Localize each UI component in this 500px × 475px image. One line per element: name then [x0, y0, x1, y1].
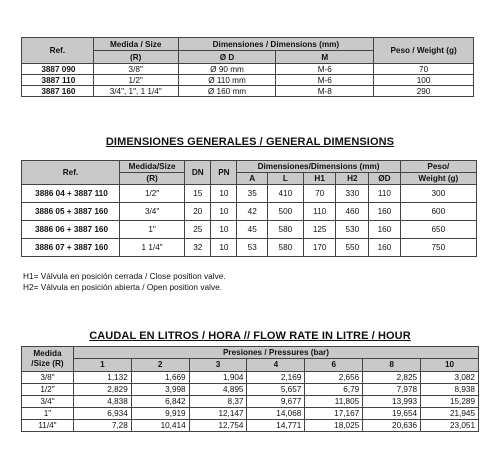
- cell-h2: 330: [336, 185, 369, 203]
- flow-rate-title: CAUDAL EN LITROS / HORA // FLOW RATE IN LITRE / HOUR: [89, 330, 411, 342]
- cell-size: 1/2": [119, 185, 184, 203]
- cell-flow: 6,934: [73, 408, 131, 420]
- cell-ref: 3887 160: [22, 86, 94, 97]
- cell-h1: 170: [303, 239, 336, 257]
- cell-ref: 3887 110: [22, 75, 94, 86]
- cell-h1: 70: [303, 185, 336, 203]
- table-row: [22, 396, 479, 408]
- cell-weight: 300: [400, 185, 476, 203]
- cell-a: 53: [237, 239, 267, 257]
- cell-d: Ø 160 mm: [178, 86, 276, 97]
- cell-size: 1/2": [22, 384, 74, 396]
- notes: [23, 271, 226, 293]
- cell-flow: 2,829: [73, 384, 131, 396]
- header-d: Ø D: [178, 51, 276, 64]
- cell-a: 35: [237, 185, 267, 203]
- table-row: [22, 372, 479, 384]
- cell-flow: 11,805: [305, 396, 363, 408]
- cell-pn: 10: [211, 221, 237, 239]
- cell-h2: 550: [336, 239, 369, 257]
- accessory-spec-table: [21, 37, 474, 97]
- cell-pn: 10: [211, 239, 237, 257]
- note-h2: H2= Válvula en posición abierta / Open position valve.: [23, 282, 223, 292]
- header-pressure-2: 2: [131, 359, 189, 372]
- table-row: [22, 420, 479, 432]
- header-pressure-1: 1: [73, 359, 131, 372]
- header-size: Medida/Size: [119, 161, 184, 173]
- header-size-r: /Size (R): [31, 359, 64, 368]
- cell-ref: 3886 06 + 3887 160: [22, 221, 120, 239]
- cell-dn: 32: [185, 239, 211, 257]
- header-pressures: Presiones / Pressures (bar): [73, 347, 478, 359]
- cell-flow: 1,132: [73, 372, 131, 384]
- cell-flow: 18,025: [305, 420, 363, 432]
- table-row: [22, 64, 474, 75]
- cell-flow: 21,945: [421, 408, 479, 420]
- cell-size: 3/8": [93, 64, 178, 75]
- header-dimensions: Dimensiones / Dimensions (mm): [178, 38, 374, 51]
- cell-flow: 1,669: [131, 372, 189, 384]
- header-weight: Peso / Weight (g): [374, 38, 474, 64]
- header-size-r: (R): [93, 51, 178, 64]
- cell-flow: 14,068: [247, 408, 305, 420]
- cell-flow: 15,289: [421, 396, 479, 408]
- cell-flow: 13,993: [363, 396, 421, 408]
- cell-flow: 2,656: [305, 372, 363, 384]
- header-ref: Ref.: [22, 161, 120, 185]
- cell-flow: 9,677: [247, 396, 305, 408]
- cell-pn: 10: [211, 203, 237, 221]
- cell-od: 110: [369, 185, 401, 203]
- cell-weight: 650: [400, 221, 476, 239]
- header-pressure-3: 3: [189, 359, 247, 372]
- cell-od: 160: [369, 203, 401, 221]
- general-dimensions-table: [21, 160, 477, 257]
- table-row: [22, 221, 477, 239]
- cell-dn: 25: [185, 221, 211, 239]
- cell-flow: 23,051: [421, 420, 479, 432]
- header-a: A: [237, 173, 267, 185]
- cell-weight: 750: [400, 239, 476, 257]
- cell-h1: 110: [303, 203, 336, 221]
- header-pn: PN: [211, 161, 237, 185]
- cell-flow: 14,771: [247, 420, 305, 432]
- header-pressure-6: 6: [305, 359, 363, 372]
- cell-ref: 3886 05 + 3887 160: [22, 203, 120, 221]
- header-size-label: Medida: [33, 349, 62, 358]
- cell-l: 500: [267, 203, 303, 221]
- header-l: L: [267, 173, 303, 185]
- cell-flow: 17,167: [305, 408, 363, 420]
- cell-flow: 9,919: [131, 408, 189, 420]
- header-dimensions: Dimensiones/Dimensions (mm): [237, 161, 400, 173]
- cell-size: 3/4": [22, 396, 74, 408]
- cell-od: 160: [369, 239, 401, 257]
- cell-flow: 6,842: [131, 396, 189, 408]
- cell-size: 1/2": [93, 75, 178, 86]
- cell-weight: 100: [374, 75, 474, 86]
- cell-flow: 7,978: [363, 384, 421, 396]
- table-row: [22, 239, 477, 257]
- cell-flow: 8,37: [189, 396, 247, 408]
- cell-m: M-6: [276, 75, 374, 86]
- cell-flow: 2,825: [363, 372, 421, 384]
- cell-size: 3/4": [119, 203, 184, 221]
- header-weight: Peso/: [400, 161, 476, 173]
- header-dn: DN: [185, 161, 211, 185]
- cell-flow: 7,28: [73, 420, 131, 432]
- cell-size: 3/4", 1", 1 1/4": [93, 86, 178, 97]
- cell-d: Ø 110 mm: [178, 75, 276, 86]
- flow-rate-table: [21, 346, 479, 432]
- cell-h1: 125: [303, 221, 336, 239]
- cell-size: 11/4": [22, 420, 74, 432]
- cell-flow: 4,895: [189, 384, 247, 396]
- cell-h2: 460: [336, 203, 369, 221]
- cell-flow: 3,998: [131, 384, 189, 396]
- cell-d: Ø 90 mm: [178, 64, 276, 75]
- header-size: [22, 347, 74, 372]
- header-pressure-4: 4: [247, 359, 305, 372]
- cell-ref: 3886 04 + 3887 110: [22, 185, 120, 203]
- table-row: [22, 384, 479, 396]
- header-m: M: [276, 51, 374, 64]
- cell-m: M-8: [276, 86, 374, 97]
- table-row: [22, 75, 474, 86]
- cell-flow: 4,838: [73, 396, 131, 408]
- cell-od: 160: [369, 221, 401, 239]
- table-row: [22, 203, 477, 221]
- cell-l: 410: [267, 185, 303, 203]
- cell-weight: 70: [374, 64, 474, 75]
- header-ref: Ref.: [22, 38, 94, 64]
- cell-weight: 600: [400, 203, 476, 221]
- cell-flow: 20,636: [363, 420, 421, 432]
- cell-ref: 3886 07 + 3887 160: [22, 239, 120, 257]
- header-pressure-8: 8: [363, 359, 421, 372]
- header-h2: H2: [336, 173, 369, 185]
- header-od: ØD: [369, 173, 401, 185]
- cell-size: 1": [22, 408, 74, 420]
- cell-size: 3/8": [22, 372, 74, 384]
- cell-flow: 6,79: [305, 384, 363, 396]
- cell-a: 45: [237, 221, 267, 239]
- table-row: [22, 185, 477, 203]
- cell-flow: 10,414: [131, 420, 189, 432]
- cell-h2: 530: [336, 221, 369, 239]
- cell-flow: 5,657: [247, 384, 305, 396]
- cell-size: 1": [119, 221, 184, 239]
- table-row: [22, 408, 479, 420]
- header-size: Medida / Size: [93, 38, 178, 51]
- header-h1: H1: [303, 173, 336, 185]
- note-h1: H1= Válvula en posición cerrada / Close position valve.: [23, 271, 226, 281]
- cell-flow: 19,654: [363, 408, 421, 420]
- header-weight-unit: Weight (g): [400, 173, 476, 185]
- table-row: [22, 86, 474, 97]
- header-pressure-10: 10: [421, 359, 479, 372]
- cell-flow: 12,147: [189, 408, 247, 420]
- cell-ref: 3887 090: [22, 64, 94, 75]
- cell-flow: 3,082: [421, 372, 479, 384]
- cell-size: 1 1/4": [119, 239, 184, 257]
- cell-l: 580: [267, 239, 303, 257]
- cell-flow: 2,169: [247, 372, 305, 384]
- cell-flow: 1,904: [189, 372, 247, 384]
- cell-dn: 20: [185, 203, 211, 221]
- header-size-r: (R): [119, 173, 184, 185]
- general-dimensions-title: DIMENSIONES GENERALES / GENERAL DIMENSIONS: [105, 136, 395, 148]
- cell-pn: 10: [211, 185, 237, 203]
- cell-a: 42: [237, 203, 267, 221]
- cell-flow: 12,754: [189, 420, 247, 432]
- cell-flow: 8,938: [421, 384, 479, 396]
- cell-l: 580: [267, 221, 303, 239]
- cell-m: M-6: [276, 64, 374, 75]
- cell-weight: 290: [374, 86, 474, 97]
- cell-dn: 15: [185, 185, 211, 203]
